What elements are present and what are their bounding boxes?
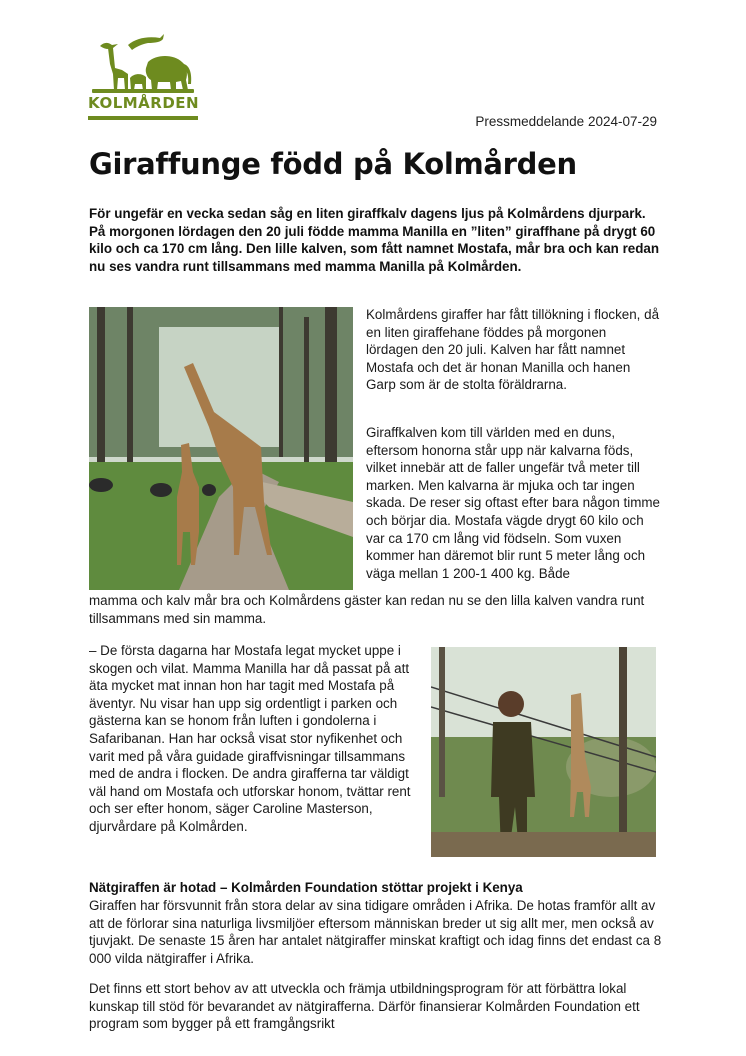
body-paragraph-1: Kolmårdens giraffer har fått tillökning i flocken, då en liten giraffehane föddes på morgonen lördagen den 20 juli. Kalven har fått namnet Mostafa och det är honan Manilla och hanen Garp som är de stolta föräldrarna. <box>366 307 660 393</box>
animal-silhouettes-icon <box>88 32 198 94</box>
section-heading: Nätgiraffen är hotad – Kolmården Foundation stöttar projekt i Kenya <box>89 880 523 895</box>
lead-paragraph: För ungefär en vecka sedan såg en liten giraffkalv dagens ljus på Kolmårdens djurpark. På morgonen lördagen den 20 juli födde mamma Manilla en ”liten” giraffhane på drygt 60 kilo och ca 170 cm lång. Den lille kalven, som fått namnet Mostafa, mår bra och kan redan nu ses vandra runt tillsammans med mamma Manilla på Kolmården. <box>89 206 660 274</box>
keeper-with-calf-photo <box>431 647 656 857</box>
giraffe-path-photo <box>89 307 353 590</box>
kolmarden-logo <box>88 32 198 126</box>
body-paragraph-5: Det finns ett stort behov av att utveckla och främja utbildningsprogram för att förbättra lokal kunskap till stöd för bevarandet av nätgirafferna. Därför finansierar Kolmården Foundation ett program som bygger på ett framgångsrikt <box>89 981 640 1032</box>
quote-paragraph: – De första dagarna har Mostafa legat mycket uppe i skogen och vilat. Mamma Manilla har då passat på att äta mycket mat innan hon har tagit med Mostafa på äventyr. Nu visar han upp sig ordentligt i parken och gästerna kan se honom från luften i gondolerna i Safaribanan. Han har också visat stor nyfikenhet och varit med på våra guidade giraffvisningar tillsammans med de andra i flocken. De andra girafferna tar väldigt väl hand om Mostafa och utforskar honom, tvättar rent och ser efter honom, säger Caroline Masterson, djurvårdare på Kolmården. <box>89 643 411 834</box>
press-release-date: Pressmeddelande 2024-07-29 <box>475 114 657 129</box>
body-paragraph-4: Giraffen har försvunnit från stora delar av sina tidigare områden i Afrika. De hotas framför allt av att de förlorar sina naturliga livsmiljöer eftersom människan breder ut sig allt mer, men också av tjuvjakt. De senaste 15 åren har antalet nätgiraffer minskat kraftigt och idag finns det endast ca 8 000 vilda nätgiraffer i Afrika. <box>89 898 662 966</box>
page-title: Giraffunge född på Kolmården <box>89 147 577 181</box>
logo-underline <box>88 116 198 120</box>
body-paragraph-2-continued: mamma och kalv mår bra och Kolmårdens gäster kan redan nu se den lilla kalven vandra runt tillsammans med sin mamma. <box>89 593 645 626</box>
body-paragraph-2: Giraffkalven kom till världen med en duns, eftersom honorna står upp när kalvarna föds, vilket innebär att de faller ungefär två meter till marken. Men kalvarna är mjuka och tar ingen skada. De reser sig oftast efter bara någon timme och börjar dia. Mostafa vägde drygt 60 kilo och var ca 170 cm lång vid födseln. Som vuxen kommer han däremot blir runt 5 meter lång och väga mellan 1 200-1 400 kg. Både <box>366 425 660 581</box>
logo-wordmark: KOLMÅRDEN <box>88 94 200 112</box>
